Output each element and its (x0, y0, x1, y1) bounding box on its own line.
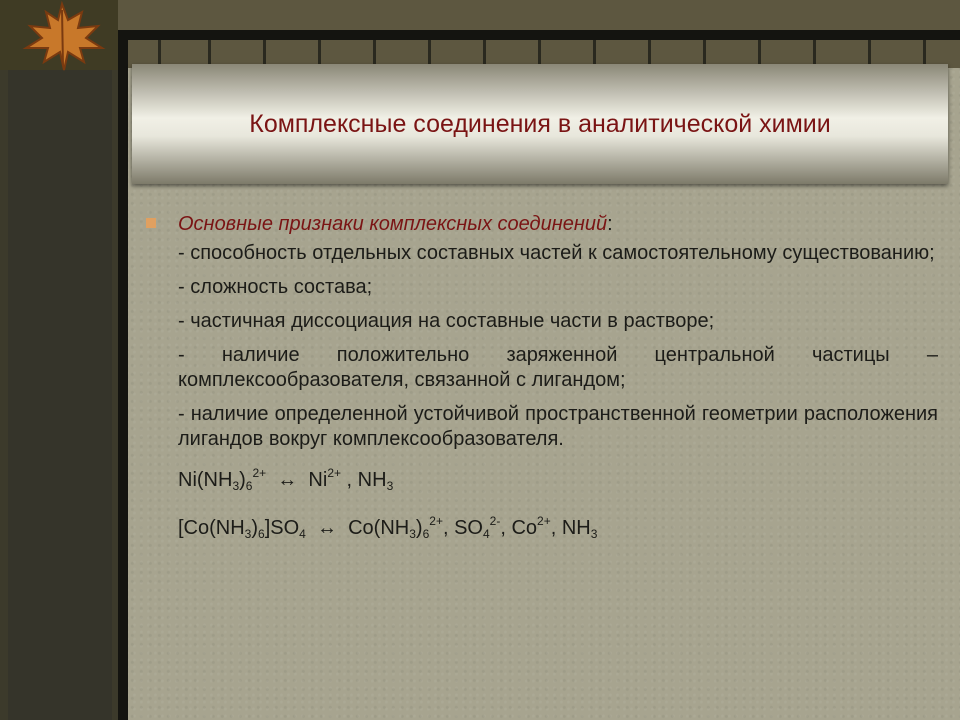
formula-part: ]SO (264, 517, 300, 539)
tick (318, 40, 321, 66)
tick (428, 40, 431, 66)
formula-sub: 3 (409, 527, 416, 541)
formula-sub: 6 (258, 527, 265, 541)
list-item: - наличие положительно заряженной центральной частицы – комплексообразователя, связанной с лигандом; (178, 344, 938, 391)
formula-sub: 6 (422, 527, 430, 541)
tick (813, 40, 816, 66)
tick (263, 40, 266, 66)
frame-left-line (118, 30, 128, 720)
formula-sub: 4 (299, 527, 306, 541)
tick (373, 40, 376, 66)
slide-content (146, 212, 938, 557)
formula-sub: 4 (482, 527, 490, 541)
list-item: - наличие определенной устойчивой пространственной геометрии расположения лигандов вокруг комплексообразователя. (178, 403, 938, 450)
formula-sub: 6 (245, 479, 253, 493)
tick (703, 40, 706, 66)
formula-part: NH (357, 469, 387, 491)
tick (208, 40, 211, 66)
tick (868, 40, 871, 66)
list-item: - частичная диссоциация на составные части в растворе; (178, 310, 715, 332)
formula-sub: 3 (590, 527, 598, 541)
tick (758, 40, 761, 66)
maple-leaf-icon (6, 0, 118, 72)
square-bullet-icon (146, 218, 156, 228)
formula-part: Co(NH (348, 517, 410, 539)
formula-arrow: ↔ (316, 517, 337, 539)
frame-ticks (128, 40, 960, 66)
formula-sub: 3 (232, 479, 240, 493)
tick (483, 40, 486, 66)
heading-colon: : (607, 213, 613, 235)
formula-part: , NH (550, 517, 591, 539)
formula-part: ) (239, 469, 246, 491)
formula-part: , (341, 469, 358, 491)
tick (538, 40, 541, 66)
formula-part: , Co (500, 517, 538, 539)
title-bar (132, 64, 948, 184)
list-item: - сложность состава; (178, 276, 373, 298)
left-band-inner (8, 70, 112, 720)
heading-text: Основные признаки комплексных соединений (178, 213, 608, 235)
bullet-heading (178, 212, 613, 237)
formula-sup: 2+ (252, 466, 267, 480)
tick (593, 40, 596, 66)
formula-part: Ni (308, 469, 328, 491)
formula-part: Ni(NH (178, 469, 233, 491)
formula-part: ) (251, 517, 259, 539)
formula-part: ) (415, 517, 423, 539)
tick (158, 40, 161, 66)
formula-sub: 3 (386, 479, 394, 493)
frame-top-line (118, 30, 960, 40)
formula-nickel (178, 461, 938, 499)
formula-sub: 3 (244, 527, 252, 541)
tick (648, 40, 651, 66)
formula-sup: 2+ (327, 466, 341, 480)
formula-arrow: ↔ (277, 469, 298, 491)
formula-part: [Co(NH (178, 517, 245, 539)
tick (923, 40, 926, 66)
bullet-heading-row (146, 212, 938, 237)
formula-sup: 2+ (429, 514, 443, 528)
slide-title: Комплексные соединения в аналитической химии (249, 109, 831, 138)
list-item: - способность отдельных составных частей к самостоятельному существованию; (178, 242, 935, 264)
formula-sup: 2+ (537, 514, 551, 528)
left-band (0, 0, 118, 720)
formula-cobalt (178, 509, 938, 547)
formula-part: , SO (442, 517, 483, 539)
formula-sup: 2- (489, 514, 501, 528)
